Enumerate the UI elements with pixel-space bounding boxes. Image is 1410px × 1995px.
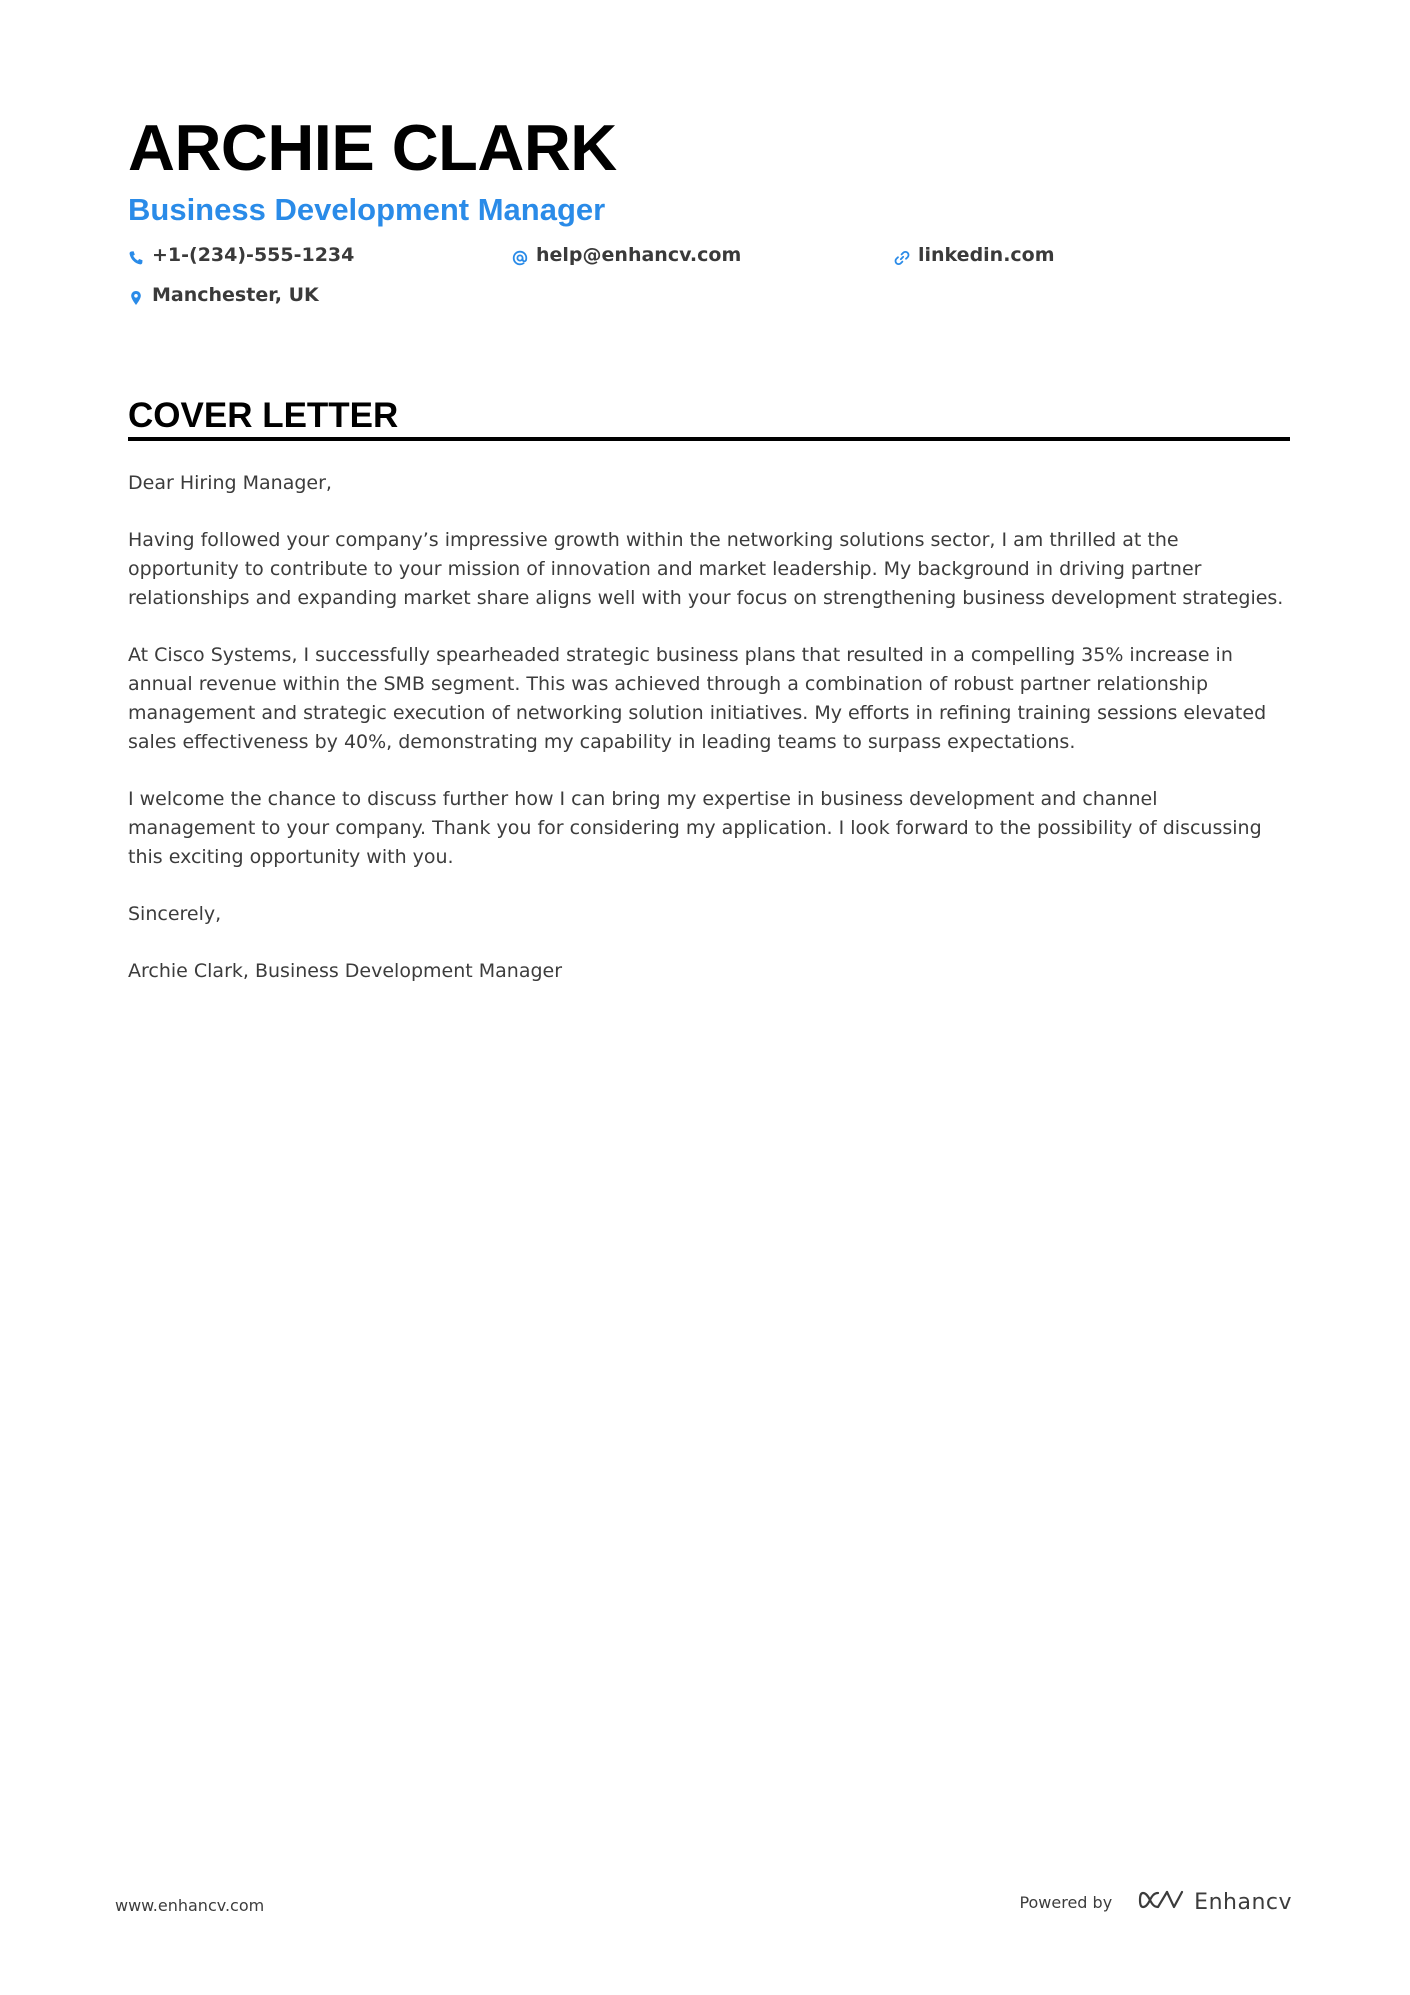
location-text: Manchester, UK bbox=[152, 284, 319, 306]
link-icon bbox=[894, 247, 910, 263]
candidate-title: Business Development Manager bbox=[128, 192, 606, 227]
powered-by-label: Powered by bbox=[1019, 1892, 1113, 1912]
email-text: help@enhancv.com bbox=[536, 244, 742, 266]
contact-phone bbox=[128, 242, 354, 268]
contact-location bbox=[128, 282, 319, 308]
letter-paragraph: At Cisco Systems, I successfully spearheaded strategic business plans that resulted in a compelling 35% increase in annual revenue within the SMB segment. This was achieved through a combination of robust partner relationship management and strategic execution of networking solution initiatives. My efforts in refining training sessions elevated sales effectiveness by 40%, demonstrating my capability in leading teams to surpass expectations. bbox=[128, 644, 1267, 753]
footer-url[interactable]: www.enhancv.com bbox=[115, 1896, 265, 1915]
location-pin-icon bbox=[128, 287, 144, 303]
contact-email bbox=[512, 242, 741, 268]
enhancv-logo-icon bbox=[1138, 1888, 1184, 1916]
contact-link bbox=[894, 242, 1055, 268]
letter-body bbox=[128, 469, 1288, 1014]
footer-branding bbox=[1019, 1888, 1292, 1916]
brand-logo bbox=[1138, 1888, 1292, 1916]
brand-name: Enhancv bbox=[1194, 1889, 1292, 1915]
candidate-name: ARCHIE CLARK bbox=[128, 111, 617, 184]
letter-paragraph: I welcome the chance to discuss further how I can bring my expertise in business development and channel management to your company. Thank you for considering my application. I look forward to the possibility of discussing this exciting opportunity with you. bbox=[128, 788, 1262, 868]
at-icon bbox=[512, 247, 528, 263]
link-text: linkedin.com bbox=[918, 244, 1055, 266]
letter-closing: Sincerely, bbox=[128, 903, 222, 925]
section-heading: COVER LETTER bbox=[128, 396, 399, 435]
letter-signature: Archie Clark, Business Development Manager bbox=[128, 960, 563, 982]
phone-text: +1-(234)-555-1234 bbox=[152, 244, 355, 266]
phone-icon bbox=[128, 247, 144, 263]
section-divider bbox=[128, 437, 1290, 441]
letter-paragraph: Having followed your company’s impressive growth within the networking solutions sector, I am thrilled at the opportunity to contribute to your mission of innovation and market leadership. My background in driving partner relationships and expanding market share aligns well with your focus on strengthening business development strategies. bbox=[128, 529, 1284, 609]
letter-greeting: Dear Hiring Manager, bbox=[128, 472, 332, 494]
